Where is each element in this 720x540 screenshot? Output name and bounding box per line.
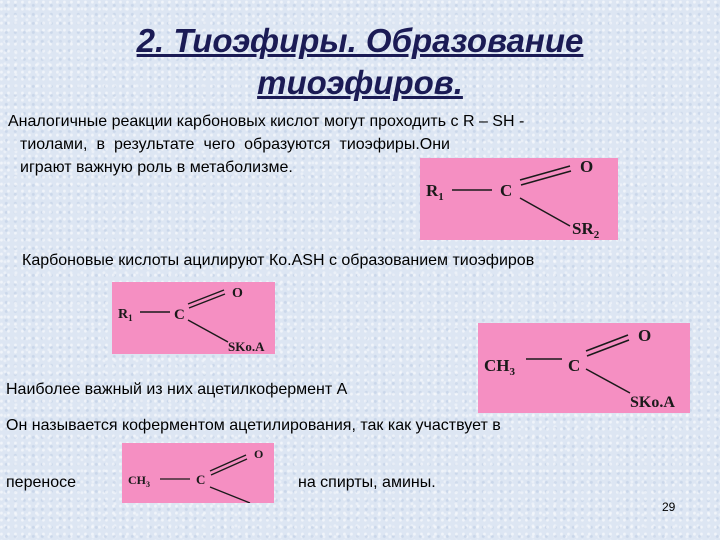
formula2-skoa: SKo.A (228, 339, 265, 354)
paragraph-coenzyme: Он называется коферментом ацетилирования, так как участвует в (6, 417, 501, 434)
title-line-2: тиоэфиров. (257, 64, 463, 101)
formula2-r: R (118, 307, 129, 322)
formula1-s-sub: 2 (593, 229, 600, 240)
formula4-oxygen: O (254, 447, 264, 461)
svg-text:R1 (426, 181, 444, 203)
svg-text:CH3 (484, 356, 516, 378)
slide-title (0, 20, 720, 104)
formula1-oxygen: O (580, 158, 594, 176)
formula3-ch: CH (484, 356, 510, 375)
paragraph-thiols-line1: Аналогичные реакции карбоновых кислот могут проходить с R – SH - (8, 113, 525, 130)
formula-thioester-general (420, 158, 618, 240)
formula4-ch-sub: 3 (146, 480, 150, 489)
formula3-skoa: SKo.A (630, 394, 675, 411)
paragraph-transfer-start: переносе (6, 474, 76, 491)
paragraph-acylation: Карбоновые кислоты ацилируют Ко.ASH с образованием тиоэфиров (22, 252, 535, 269)
formula2-oxygen: O (232, 286, 243, 301)
formula1-r: R (426, 181, 439, 200)
paragraph-thiols-rest: тиолами, в результате чего образуются тиоэфиры.Они играют важную роль в метаболизме. (20, 136, 450, 176)
formula-acyl-coa (112, 282, 275, 354)
formula2-r-sub: 1 (128, 313, 133, 323)
title-line-1: 2. Тиоэфиры. Образование (136, 22, 584, 59)
formula1-s: SR (572, 219, 594, 238)
slide-number: 29 (662, 500, 676, 514)
paragraph-acetyl-coa: Наиболее важный из них ацетилкофермент А (6, 381, 348, 398)
formula1-carbon: C (500, 181, 513, 200)
formula3-ch-sub: 3 (509, 366, 515, 378)
formula4-ch: CH (128, 473, 146, 487)
formula3-oxygen: O (638, 326, 652, 345)
formula1-r-sub: 1 (438, 191, 444, 203)
formula-acetyl-group (122, 443, 274, 503)
svg-text:SR2 (572, 219, 600, 240)
formula4-carbon: C (196, 472, 206, 487)
formula-acetyl-coa (478, 323, 690, 413)
paragraph-transfer-end: на спирты, амины. (298, 474, 436, 491)
formula3-carbon: C (568, 356, 581, 375)
svg-text:R1 (118, 307, 133, 323)
formula2-carbon: C (174, 307, 185, 323)
svg-text:CH3 (128, 473, 150, 489)
